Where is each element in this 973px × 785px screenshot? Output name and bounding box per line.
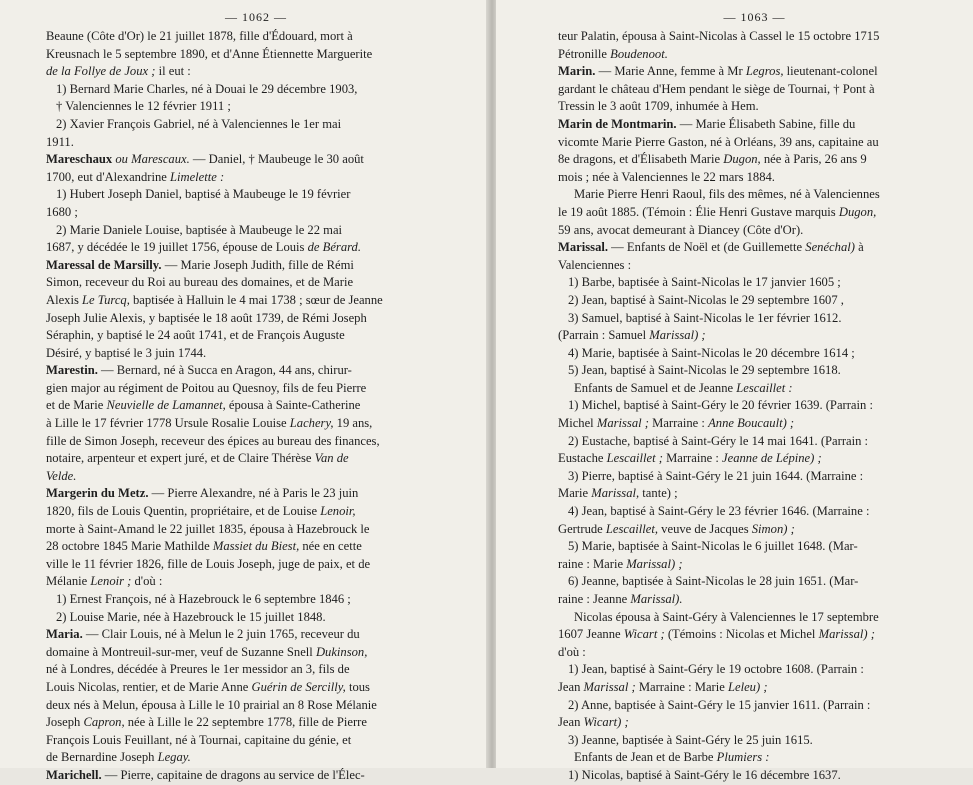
italic-name: Marissal). [630,592,683,606]
text-line [558,274,951,292]
line-text: — Marie Joseph Judith, fille de Rémi [161,257,354,272]
entry-name: Margerin du Metz. [46,486,149,501]
text-line [558,485,951,503]
page-text [558,28,951,785]
text-line [558,81,951,99]
text-line [46,292,466,310]
line-text: née à Lille le 22 septembre 1778, fille de Pierre [124,715,367,730]
line-text: Marraine : [662,451,723,466]
text-line [46,63,466,81]
right-page [496,0,973,782]
italic-name: Velde. [46,468,77,483]
text-line [46,644,466,662]
line-text: 3) Pierre, baptisé à Saint-Géry le 21 juin 1644. (Marraine : [568,468,864,483]
text-line [558,556,951,574]
text-line [46,433,466,451]
line-text: Marraine : Marie [635,679,728,694]
page-text [46,28,466,785]
italic-name: Dugon, [723,152,761,167]
text-line [558,186,951,204]
line-text: lieutenant-colonel [783,64,878,79]
text-line [558,397,951,415]
text-line [558,521,951,539]
italic-name: Lachery, [289,416,334,431]
text-line [46,362,466,380]
italic-name: Marissal) ; [818,627,875,642]
line-text: Tressin le 3 août 1709, inhumée à Hem. [558,99,759,114]
line-text: — Enfants de Noël et (de Guillemette [608,240,806,255]
line-text: 5) Jean, baptisé à Saint-Nicolas le 29 septembre 1618. [568,363,841,378]
italic-name: Legros, [745,64,784,79]
italic-name: Leleu) ; [728,679,768,694]
entry-name: Maria. [46,627,83,642]
italic-name: Le Turcq, [82,292,130,307]
line-text: Marie [558,486,592,501]
line-text: gien major au régiment de Poitou au Quesnoy, fils de feu Pierre [46,380,367,395]
text-line [558,644,951,662]
line-text: 59 ans, avocat demeurant à Diancey (Côte d'Or). [558,222,804,237]
text-line [558,415,951,433]
text-line [558,116,951,134]
text-line [46,609,466,627]
text-line [558,239,951,257]
text-line [558,697,951,715]
text-line [558,46,951,64]
line-text: 1820, fils de Louis Quentin, propriétaire, et de Louise [46,504,321,519]
entry-name: Marissal. [558,240,609,255]
line-text: 1911. [46,134,74,149]
italic-name: Senéchal) [805,240,855,255]
text-line [558,63,951,81]
italic-name: Marissal) ; [649,328,706,343]
line-text: 28 octobre 1845 Marie Mathilde [46,539,213,554]
line-text: d'où : [131,574,163,589]
line-text: Nicolas épousa à Saint-Géry à Valenciennes le 17 septembre [574,609,879,624]
italic-name: Lescaillet : [736,380,793,395]
line-text: 1687, y décédée le 19 juillet 1756, épouse de Louis [46,240,308,255]
italic-name: Massiet du Biest, [212,539,300,554]
text-line [46,626,466,644]
line-text: Joseph Julie Alexis, y baptisée le 18 août 1739, de Rémi Joseph [46,310,367,325]
italic-name: Wicart ; [623,627,665,642]
line-text: 3) Jeanne, baptisée à Saint-Géry le 25 juin 1615. [568,732,813,747]
italic-name: Lescaillet ; [606,451,663,466]
text-line [46,28,466,46]
text-line [558,204,951,222]
text-line [46,503,466,521]
line-text: veuve de Jacques [658,521,752,536]
line-text: Eustache [558,451,607,466]
text-line [46,239,466,257]
line-text: tous [345,679,370,694]
line-text: le 19 août 1885. (Témoin : Élie Henri Gustave marquis [558,204,839,219]
line-text: 1) Bernard Marie Charles, né à Douai le 29 décembre 1903, [56,81,358,96]
text-line [46,186,466,204]
italic-name: Marissal ; [583,679,636,694]
italic-name: Anne Boucault) ; [708,416,795,431]
line-text: — Clair Louis, né à Melun le 2 juin 1765, receveur du [82,627,360,642]
page-number: — 1062 — [225,10,287,24]
text-line [558,28,951,46]
italic-name: Boudenoot. [610,46,668,61]
line-text: 1680 ; [46,204,78,219]
text-line [46,134,466,152]
line-text: 1700, eut d'Alexandrine [46,169,170,184]
line-text: 1) Barbe, baptisée à Saint-Nicolas le 17 janvier 1605 ; [568,275,841,290]
line-text: à [854,240,864,255]
text-line [558,732,951,750]
italic-name: Jeanne de Lépine) ; [722,451,822,466]
line-text: 4) Marie, baptisée à Saint-Nicolas le 20 décembre 1614 ; [568,345,855,360]
line-text: — Bernard, né à Succa en Aragon, 44 ans, chirur- [97,363,352,378]
text-line [46,327,466,345]
italic-name: Limelette : [169,169,225,184]
entry-name: Maressal de Marsilly. [46,257,162,272]
italic-name: Dugon, [838,204,877,219]
line-text: 1) Hubert Joseph Daniel, baptisé à Maubeuge le 19 février [56,187,351,202]
italic-name: Lenoir ; [90,574,132,589]
italic-name: Guérin de Sercilly, [251,679,346,694]
line-text: Jean [558,679,584,694]
italic-name: Simon) ; [751,521,795,536]
line-text: Louis Nicolas, rentier, et de Marie Anne [46,679,252,694]
text-line [558,257,951,275]
entry-name: Marin de Montmarin. [558,116,677,131]
line-text: Michel [558,416,597,431]
italic-name: Lescaillet, [605,521,659,536]
text-line [46,397,466,415]
line-text: — Pierre Alexandre, né à Paris le 23 juin [148,486,359,501]
line-text: Beaune (Côte d'Or) le 21 juillet 1878, fille d'Édouard, mort à [46,29,353,43]
line-text: — Daniel, † Maubeuge le 30 août [189,152,364,167]
line-text: 1) Michel, baptisé à Saint-Géry le 20 février 1639. (Parrain : [568,398,873,413]
text-line [558,310,951,328]
line-text: mois ; née à Valenciennes le 22 mars 1884. [558,169,775,184]
italic-name: Plumiers : [716,750,770,765]
line-text: 3) Samuel, baptisé à Saint-Nicolas le 1er février 1612. [568,310,842,325]
text-line [46,468,466,486]
line-text: Valenciennes : [558,257,632,272]
text-line [46,767,466,785]
line-text: gardant le château d'Hem pendant le siège de Tournai, † Pont à [558,81,875,96]
entry-name: Mareschaux [46,152,113,167]
text-line [46,151,466,169]
line-text: Marraine : [648,416,709,431]
line-text: Enfants de Jean et de Barbe [574,750,717,765]
line-text: Séraphin, y baptisé le 24 août 1741, et de François Auguste [46,328,345,343]
line-text: 1) Nicolas, baptisé à Saint-Géry le 16 décembre 1637. [568,767,841,782]
italic-name: de la Follye de Joux ; [46,64,156,79]
text-line [46,573,466,591]
line-text: de Bernardine Joseph [46,750,158,765]
line-text: 2) Louise Marie, née à Hazebrouck le 15 juillet 1848. [56,609,326,624]
line-text: 2) Marie Daniele Louise, baptisée à Maubeuge le 22 mai [56,222,343,237]
text-line [558,292,951,310]
text-line [558,151,951,169]
text-line [46,732,466,750]
italic-name: Marissal ; [596,416,649,431]
text-line [558,767,951,785]
text-line [558,749,951,767]
italic-name: Marissal, [591,486,640,501]
line-text: 2) Xavier François Gabriel, né à Valenciennes le 1er mai [56,116,342,131]
text-line [46,697,466,715]
italic-name: Legay. [157,750,191,765]
line-text: d'où : [558,644,586,659]
text-line [46,345,466,363]
line-text: Simon, receveur du Roi au bureau des domaines, et de Marie [46,275,354,290]
italic-name: Lenoir, [320,504,356,519]
text-line [558,134,951,152]
line-text: — Marie Anne, femme à Mr [595,64,746,79]
italic-name: Capron, [83,715,125,730]
line-text: François Louis Feuillant, né à Tournai, capitaine du génie, et [46,732,352,747]
italic-name: Dukinson, [315,644,368,659]
italic-name: de Bérard. [307,240,362,255]
left-page [0,0,488,782]
text-line [558,380,951,398]
text-line [46,538,466,556]
line-text: — Pierre, capitaine de dragons au service de l'Élec- [101,767,365,782]
text-line [46,257,466,275]
line-text: Marie Pierre Henri Raoul, fils des mêmes, né à Valenciennes [574,187,880,202]
line-text: 2) Jean, baptisé à Saint-Nicolas le 29 septembre 1607 , [568,292,844,307]
line-text: et de Marie [46,398,107,413]
line-text: Pétronille [558,46,611,61]
text-line [558,222,951,240]
line-text: Joseph [46,715,84,730]
text-line [558,169,951,187]
line-text: 1) Ernest François, né à Hazebrouck le 6 septembre 1846 ; [56,592,351,606]
line-text: 6) Jeanne, baptisée à Saint-Nicolas le 28 juin 1651. (Mar- [568,574,859,589]
text-line [46,679,466,697]
line-text: raine : Jeanne [558,592,631,606]
line-text: il eut : [155,64,191,79]
line-text: à Lille le 17 février 1778 Ursule Rosalie Louise [46,416,290,431]
line-text: 8e dragons, et d'Élisabeth Marie [558,152,724,167]
page-number: — 1063 — [723,10,786,24]
line-text: Mélanie [46,574,91,589]
line-text: Jean [558,715,584,730]
line-text: — Marie Élisabeth Sabine, fille du [676,116,856,131]
line-text: Kreusnach le 5 septembre 1890, et d'Anne Étiennette Marguerite [46,46,373,61]
entry-name: Marestin. [46,363,98,378]
line-text: tante) ; [639,486,678,501]
text-line [558,626,951,644]
line-text: Alexis [46,292,83,307]
text-line [46,116,466,134]
text-line [46,485,466,503]
line-text: 1) Jean, baptisé à Saint-Géry le 19 octobre 1608. (Parrain : [568,662,864,677]
text-line [46,415,466,433]
text-line [558,573,951,591]
italic-name: ou Marescaux. [112,152,190,167]
text-line [558,679,951,697]
text-line [558,503,951,521]
line-text: † Valenciennes le 12 février 1911 ; [56,99,231,114]
text-line [46,450,466,468]
entry-name: Marichell. [46,767,102,782]
text-line [558,609,951,627]
text-line [558,661,951,679]
text-line [558,591,951,609]
text-line [558,450,951,468]
text-line [558,362,951,380]
line-text: 2) Eustache, baptisé à Saint-Géry le 14 mai 1641. (Parrain : [568,433,869,448]
text-line [46,204,466,222]
italic-name: Neuvielle de Lamannet, [106,398,226,413]
line-text: 4) Jean, baptisé à Saint-Géry le 23 février 1646. (Marraine : [568,504,870,519]
text-line [558,98,951,116]
text-line [46,591,466,609]
text-line [558,714,951,732]
text-line [46,98,466,116]
text-line [46,749,466,767]
line-text: (Parrain : Samuel [558,328,650,343]
line-text: teur Palatin, épousa à Saint-Nicolas à Cassel le 15 octobre 1715 [558,29,880,43]
text-line [46,81,466,99]
line-text: 5) Marie, baptisée à Saint-Nicolas le 6 juillet 1648. (Mar- [568,539,858,554]
text-line [46,310,466,328]
italic-name: Wicart) ; [583,715,629,730]
line-text: ville le 11 février 1826, fille de Louis Joseph, juge de paix, et de [46,556,371,571]
line-text: 19 ans, [333,416,373,431]
line-text: né à Londres, décédée à Preures le 1er messidor an 3, fils de [46,662,350,677]
line-text: deux nés à Melun, épousa à Lille le 10 prairial an 8 Rose Mélanie [46,697,377,712]
text-line [46,46,466,64]
line-text: Enfants de Samuel et de Jeanne [574,380,737,395]
text-line [558,538,951,556]
text-line [46,661,466,679]
text-line [558,468,951,486]
text-line [558,433,951,451]
line-text: née en cette [299,539,362,554]
line-text: morte à Saint-Amand le 22 juillet 1835, épousa à Hazebrouck le [46,521,370,536]
line-text: notaire, arpenteur et expert juré, et de Claire Thérèse [46,451,315,466]
text-line [46,380,466,398]
line-text: épousa à Sainte-Catherine [225,398,361,413]
text-line [46,274,466,292]
line-text: née à Paris, 26 ans 9 [760,152,867,167]
text-line [46,556,466,574]
text-line [558,345,951,363]
line-text: raine : Marie [558,556,627,571]
line-text: 2) Anne, baptisée à Saint-Géry le 15 janvier 1611. (Parrain : [568,697,871,712]
line-text: (Témoins : Nicolas et Michel [664,627,819,642]
line-text: domaine à Montreuil-sur-mer, veuf de Suzanne Snell [46,644,316,659]
entry-name: Marin. [558,64,596,79]
line-text: Désiré, y baptisé le 3 juin 1744. [46,345,207,360]
line-text: Gertrude [558,521,606,536]
text-line [46,169,466,187]
italic-name: Marissal) ; [626,556,683,571]
text-line [46,521,466,539]
line-text: fille de Simon Joseph, receveur des épices au bureau des finances, [46,433,380,448]
italic-name: Van de [314,451,349,466]
line-text: baptisée à Halluin le 4 mai 1738 ; sœur de Jeanne [129,292,383,307]
text-line [558,327,951,345]
line-text: 1607 Jeanne [558,627,624,642]
text-line [46,714,466,732]
line-text: vicomte Marie Pierre Gaston, né à Orléans, 39 ans, capitaine au [558,134,879,149]
text-line [46,222,466,240]
